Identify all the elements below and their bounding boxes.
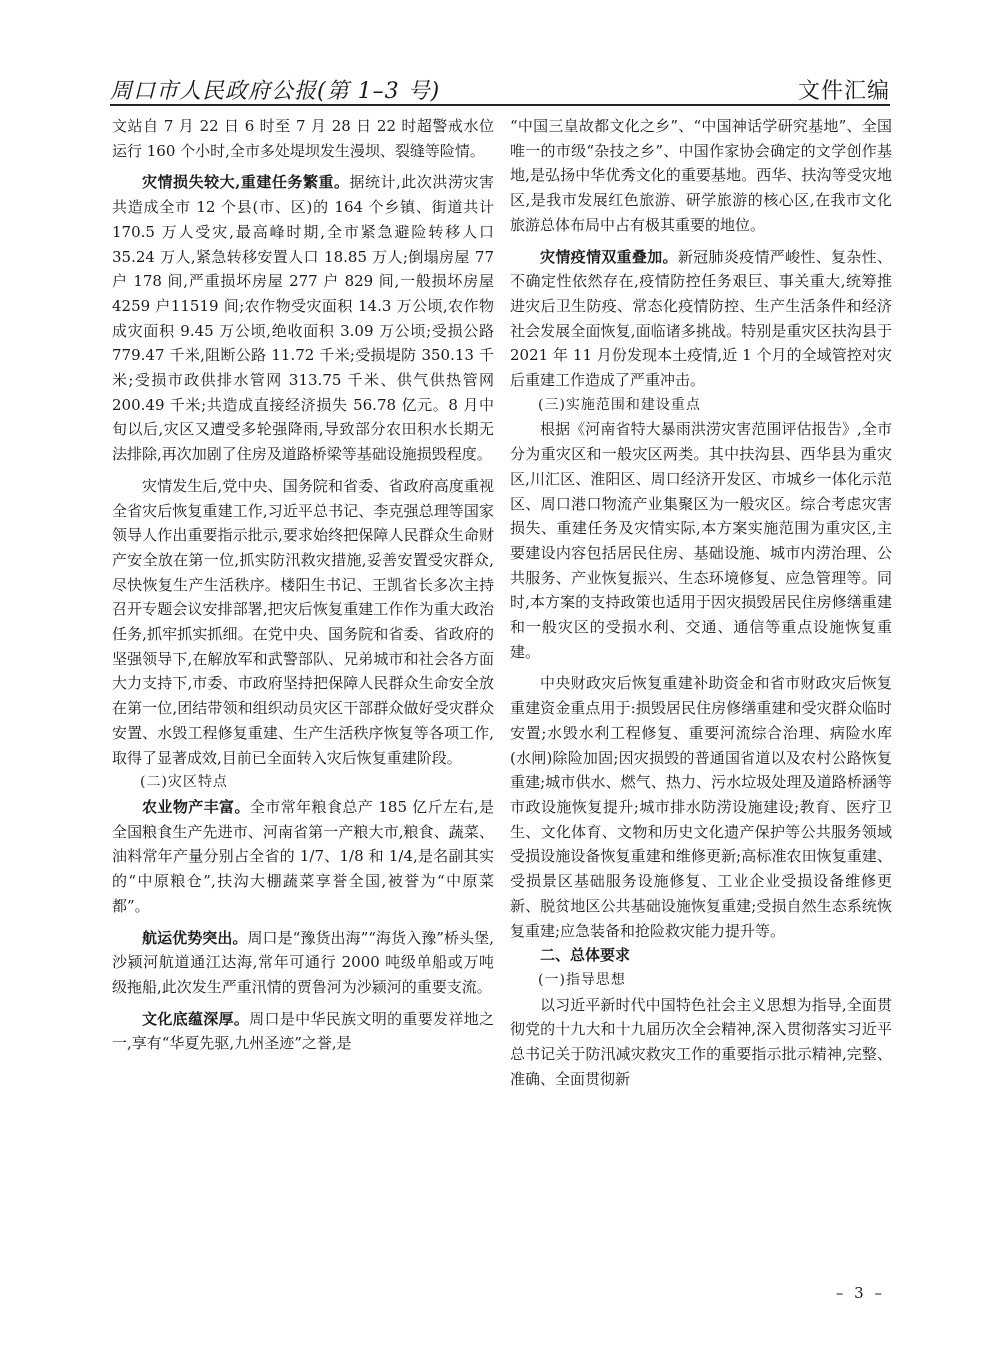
section-title: 文件汇编	[797, 79, 890, 104]
paragraph: 以习近平新时代中国特色社会主义思想为指导,全面贯彻党的十九大和十九届历次全会精神,深入贯彻落实习近平总书记关于防汛减灾救灾工作的重要指示批示精神,完整、准确、全面贯彻新	[510, 995, 892, 1088]
paragraph: 文站自 7 月 22 日 6 时至 7 月 28 日 22 时超警戒水位运行 160 个小时,全市多处堤坝发生漫坝、裂缝等险情。	[112, 117, 494, 160]
paragraph-text: 周口是“豫货出海”“海货入豫”桥头堡,沙颍河航道通江达海,常年可通行 2000 吨级单船或万吨级拖船,此次发生严重汛情的贾鲁河为沙颍河的重要支流。	[112, 928, 494, 996]
page-header	[110, 72, 890, 108]
paragraph-text: 新冠肺炎疫情严峻性、复杂性、不确定性依然存在,疫情防控任务艰巨、事关重大,统筹推进灾后卫生防疫、常态化疫情防控、生产生活条件和经济社会发展全面恢复,面临诸多挑战。特别是重灾区扶沟县于 2021 年 11 月份发现本土疫情,近 1 个月的全域管控对灾后重建工作造成了严重冲击。	[510, 247, 892, 390]
paragraph: “中国三皇故都文化之乡”、“中国神话学研究基地”、全国唯一的市级“杂技之乡”、中国作家协会确定的文学创作基地,是弘扬中华优秀文化的重要基地。西华、扶沟等受灾地区,是我市发展红色旅游、研学旅游的核心区,在我市文化旅游总体布局中占有极其重要的地位。	[510, 117, 892, 234]
page-number: – 3 –	[835, 1284, 885, 1302]
paragraph-text: 全市常年粮食总产 185 亿斤左右,是全国粮食生产先进市、河南省第一产粮大市,粮食、蔬菜、油料常年产量分别占全省的 1/7、1/8 和 1/4,是名副其实的“中原粮仓”,扶沟大棚蔬菜享誉全国,被誉为“中原菜都”。	[112, 797, 494, 915]
paragraph	[112, 795, 494, 919]
paragraph-lead: 灾情疫情双重叠加。	[540, 247, 678, 266]
section-heading: 二、总体要求	[540, 946, 631, 965]
paragraph	[510, 245, 892, 393]
paragraph	[112, 1007, 494, 1056]
paragraph-lead: 文化底蕴深厚。	[142, 1009, 250, 1028]
paragraph	[112, 926, 494, 1000]
header-rule	[110, 104, 890, 106]
paragraph-lead: 灾情损失较大,重建任务繁重。	[142, 173, 350, 192]
paragraph: 根据《河南省特大暴雨洪涝灾害范围评估报告》,全市分为重灾区和一般灾区两类。其中扶沟县、西华县为重灾区,川汇区、淮阳区、周口经济开发区、市城乡一体化示范区、周口港口物流产业集聚区为一般灾区。综合考虑灾害损失、重建任务及灾情实际,本方案实施范围为重灾区,主要建设内容包括居民住房、基础设施、城市内涝治理、公共服务、产业恢复振兴、生态环境修复、应急管理等。同时,本方案的支持政策也适用于因灾损毁居民住房修缮重建和一般灾区的受损水利、交通、通信等重点设施恢复重建。	[510, 420, 892, 661]
paragraph: 中央财政灾后恢复重建补助资金和省市财政灾后恢复重建资金重点用于:损毁居民住房修缮重建和受灾群众临时安置;水毁水利工程修复、重要河流综合治理、病险水库(水闸)除险加固;因灾损毁的普通国省道以及农村公路恢复重建;城市供水、燃气、热力、污水垃圾处理及道路桥涵等市政设施恢复提升;城市排水防涝设施建设;教育、医疗卫生、文化体育、文物和历史文化遗产保护等公共服务领域受损设施设备恢复重建和维修更新;高标准农田恢复重建、受损景区基础服务设施修复、工业企业受损设备维修更新、脱贫地区公共基础设施恢复重建;受损自然生态系统恢复重建;应急装备和抢险救灾能力提升等。	[510, 674, 892, 940]
right-column	[510, 114, 892, 1091]
paragraph-text: 周口是中华民族文明的重要发祥地之一,享有“华夏先驱,九州圣迹”之誉,是	[112, 1009, 494, 1053]
paragraph	[112, 170, 494, 466]
paragraph: 灾情发生后,党中央、国务院和省委、省政府高度重视全省灾后恢复重建工作,习近平总书记、李克强总理等国家领导人作出重要指示批示,要求始终把保障人民群众生命财产安全放在第一位,抓实防汛救灾措施,妥善安置受灾群众,尽快恢复生产生活秩序。楼阳生书记、王凯省长多次主持召开专题会议安排部署,把灾后恢复重建工作作为重大政治任务,抓牢抓实抓细。在党中央、国务院和省委、省政府的坚强领导下,在解放军和武警部队、兄弟城市和社会各方面大力支持下,市委、市政府坚持把保障人民群众生命安全放在第一位,团结带领和组织动员灾区干部群众做好受灾群众安置、水毁工程修复重建、生产生活秩序恢复等各项工作,取得了显著成效,目前已全面转入灾后恢复重建阶段。	[112, 476, 494, 767]
paragraph-lead: 农业物产丰富。	[142, 797, 250, 816]
subsection-heading: (一)指导思想	[538, 971, 626, 988]
left-column	[112, 114, 494, 1056]
bulletin-title: 周口市人民政府公报(第 1–3 号)	[110, 79, 441, 104]
subsection-heading: (三)实施范围和建设重点	[538, 396, 701, 413]
paragraph-text: 据统计,此次洪涝灾害共造成全市 12 个县(市、区)的 164 个乡镇、街道共计 170.5 万人受灾,最高峰时期,全市紧急避险转移人口 35.24 万人,紧急转移安置人口 18.85 万人;倒塌房屋 77 户 178 间,严重损坏房屋 277 户 829 间,一般损坏房屋 4259 户11519 间;农作物受灾面积 14.3 万公顷,农作物成灾面积 9.45 万公顷,绝收面积 3.09 万公顷;受损公路 779.47 千米,阻断公路 11.72 千米;受损堤防 350.13 千米;受损市政供排水管网 313.75 千米、供气供热管网 200.49 千米;共造成直接经济损失 56.78 亿元。8 月中旬以后,灾区又遭受多轮强降雨,导致部分农田积水长期无法排除,再次加剧了住房及道路桥梁等基础设施损毁程度。	[112, 173, 494, 464]
subsection-heading: (二)灾区特点	[140, 774, 228, 791]
paragraph-lead: 航运优势突出。	[142, 928, 248, 947]
